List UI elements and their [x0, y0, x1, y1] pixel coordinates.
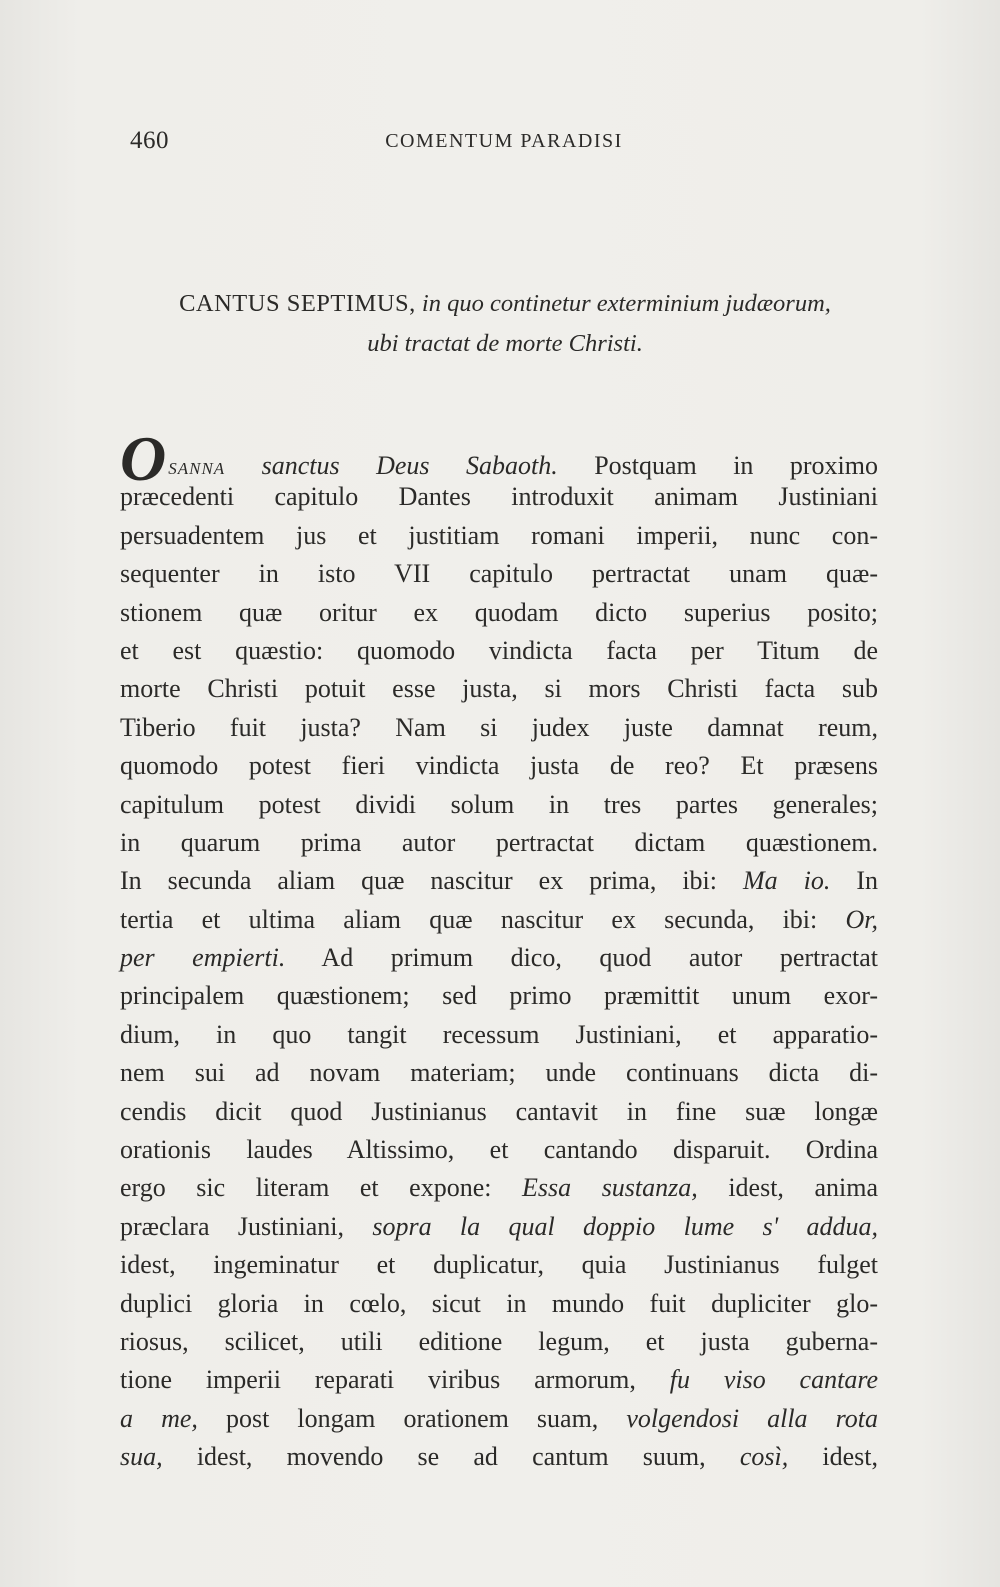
text-line: præclara Justiniani, sopra la qual doppio lume s' addua,	[120, 1211, 878, 1241]
text-line: idest, ingeminatur et duplicatur, quia Justinianus fulget	[120, 1250, 878, 1280]
text-line: sua, idest, movendo se ad cantum suum, così, idest,	[120, 1442, 879, 1472]
text-line: orationis laudes Altissimo, et cantando disparuit. Ordina	[120, 1135, 878, 1165]
chapter-heading-line-2	[120, 324, 890, 364]
text-line: tertia et ultima aliam quæ nascitur ex secunda, ibi: Or,	[120, 904, 879, 934]
text-line: In secunda aliam quæ nascitur ex prima, ibi: Ma io. In	[120, 866, 879, 896]
text-line: riosus, scilicet, utili editione legum, et justa guberna-	[120, 1326, 878, 1356]
chapter-description-1: in quo continetur exterminium judæorum,	[421, 290, 831, 317]
chapter-heading	[120, 284, 890, 364]
page-number: 460	[130, 127, 169, 154]
text-line: præcedenti capitulo Dantes introduxit animam Justiniani	[120, 482, 878, 512]
text-line: cendis dicit quod Justinianus cantavit in fine suæ longæ	[120, 1096, 878, 1126]
running-head	[124, 127, 884, 157]
body-text	[120, 423, 879, 1477]
text-line: sequenter in isto VII capitulo pertractat unam quæ-	[120, 559, 878, 589]
text-line: per empierti. Ad primum dico, quod autor pertractat	[120, 943, 878, 973]
text-line: tione imperii reparati viribus armorum, fu viso cantare	[120, 1365, 879, 1395]
running-title: COMENTUM PARADISI	[385, 130, 623, 152]
text-line: a me, post longam orationem suam, volgendosi alla rota	[120, 1403, 879, 1433]
text-line: capitulum potest dividi solum in tres partes generales;	[120, 789, 878, 819]
chapter-description-2: ubi tractat de morte Christi.	[367, 330, 643, 357]
text-line: stionem quæ oritur ex quodam dicto superius posito;	[120, 597, 878, 627]
text-line: duplici gloria in cœlo, sicut in mundo fuit dupliciter glo-	[120, 1288, 878, 1318]
text-line: persuadentem jus et justitiam romani imperii, nunc con-	[120, 520, 878, 550]
text-line: morte Christi potuit esse justa, si mors Christi facta sub	[120, 674, 878, 704]
chapter-heading-line-1	[120, 284, 890, 324]
text-line: ergo sic literam et expone: Essa sustanza, idest, anima	[120, 1173, 879, 1203]
chapter-label: CANTUS SEPTIMUS,	[179, 290, 416, 317]
text-line: in quarum prima autor pertractat dictam quæstionem.	[120, 827, 878, 857]
text-line: OSANNA sanctus Deus Sabaoth. Postquam in proximo	[120, 423, 878, 494]
drop-cap: O	[120, 423, 167, 494]
text-line: et est quæstio: quomodo vindicta facta per Titum de	[120, 635, 878, 665]
text-line: quomodo potest fieri vindicta justa de reo? Et præsens	[120, 751, 878, 781]
text-line: dium, in quo tangit recessum Justiniani, et apparatio-	[120, 1019, 878, 1049]
text-line: Tiberio fuit justa? Nam si judex juste damnat reum,	[120, 712, 878, 742]
text-line: principalem quæstionem; sed primo præmittit unum exor-	[120, 981, 878, 1011]
text-line: nem sui ad novam materiam; unde continuans dicta di-	[120, 1058, 878, 1088]
